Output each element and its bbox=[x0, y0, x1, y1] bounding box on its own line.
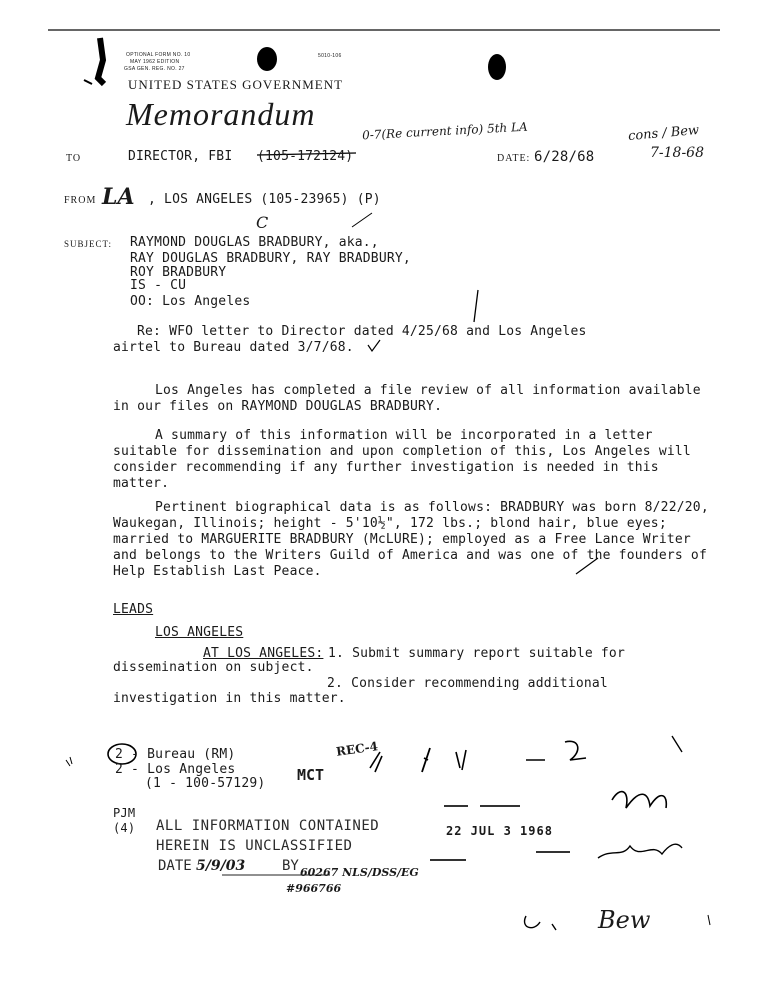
leads-heading: LEADS bbox=[113, 602, 154, 617]
declass-stamp-line-2: HEREIN IS UNCLASSIFIED bbox=[156, 838, 353, 854]
received-date-stamp: 22 JUL 3 1968 bbox=[446, 824, 553, 838]
declass-by: 60267 NLS/DSS/EG bbox=[300, 866, 419, 879]
handwritten-from-initials: LA bbox=[102, 184, 135, 210]
lead-1b: dissemination on subject. bbox=[113, 660, 314, 675]
date-label: DATE: bbox=[497, 153, 531, 164]
paragraph-2: A summary of this information will be incorporated in a letter suitable for dissemination and upon completion of this, Los Angeles will consider recommending if any further investigation is needed in this matter. bbox=[113, 428, 691, 491]
government-heading: UNITED STATES GOVERNMENT bbox=[128, 77, 344, 92]
to-label: TO bbox=[66, 153, 82, 164]
form-line-2: MAY 1962 EDITION bbox=[130, 59, 180, 65]
lead-1a: 1. Submit summary report suitable for bbox=[328, 646, 625, 661]
leads-at-line: AT LOS ANGELES: bbox=[203, 646, 324, 661]
declass-stamp-line-1: ALL INFORMATION CONTAINED bbox=[156, 818, 380, 834]
subject-line-4: IS - CU bbox=[130, 278, 187, 293]
distribution-line-1: 2 - Bureau (RM) bbox=[115, 747, 236, 762]
form-line-1: OPTIONAL FORM NO. 10 bbox=[126, 52, 191, 58]
form-line-3: GSA GEN. REG. NO. 27 bbox=[124, 66, 185, 72]
handwritten-cons-date: 7-18-68 bbox=[650, 145, 704, 161]
leads-office: LOS ANGELES bbox=[155, 625, 244, 640]
handwritten-cons-note: cons / Bew bbox=[627, 122, 700, 145]
declass-ref: #966766 bbox=[286, 882, 342, 895]
re-line-1: Re: WFO letter to Director dated 4/25/68 and Los Angeles bbox=[137, 324, 587, 339]
distribution-line-2: 2 - Los Angeles bbox=[115, 762, 236, 777]
paragraph-3: Pertinent biographical data is as follows: BRADBURY was born 8/22/20, Waukegan, Illinois; height - 5'10½", 172 lbs.; blond hair, blue eyes; married to MARGUERITE BRADBURY (McLURE); employed as a Free Lance Writer and belongs to the Writers Guild of America and was one of the founders of Help Establish Last Peace. bbox=[113, 500, 709, 579]
handwritten-c-mark: C bbox=[256, 213, 269, 232]
subject-line-3: ROY BRADBURY bbox=[130, 265, 227, 280]
subject-line-2: RAY DOUGLAS BRADBURY, RAY BRADBURY, bbox=[130, 251, 411, 266]
distribution-line-3: (1 - 100-57129) bbox=[145, 776, 266, 791]
typist-initials: PJM bbox=[113, 806, 136, 820]
paragraph-1: Los Angeles has completed a file review of all information available in our files on RAYMOND DOUGLAS BRADBURY. bbox=[113, 383, 701, 414]
memo-title: Memorandum bbox=[126, 96, 316, 132]
copies-count: (4) bbox=[113, 821, 136, 835]
from-label: FROM bbox=[64, 195, 97, 206]
mct-stamp: MCT bbox=[297, 766, 325, 784]
from-value: , LOS ANGELES (105-23965) (P) bbox=[148, 192, 381, 207]
lead-2b: investigation in this matter. bbox=[113, 691, 346, 706]
form-code: 5010-106 bbox=[318, 53, 342, 59]
subject-line-5: OO: Los Angeles bbox=[130, 294, 251, 309]
lead-2a: 2. Consider recommending additional bbox=[327, 676, 608, 691]
declass-date: 5/9/03 bbox=[196, 858, 246, 874]
handwritten-routing-note: 0-7(Re current info) 5th LA bbox=[361, 119, 528, 143]
declass-date-label: DATE bbox=[158, 858, 192, 874]
subject-line-1: RAYMOND DOUGLAS BRADBURY, aka., bbox=[130, 235, 379, 250]
date-value: 6/28/68 bbox=[534, 149, 595, 165]
rec-number: REC-4 bbox=[335, 739, 379, 759]
handwritten-initials-bottom: Bew bbox=[598, 906, 651, 934]
declass-by-label: BY bbox=[282, 858, 299, 874]
to-struck-file-number: (105-172124) bbox=[257, 149, 354, 164]
to-value: DIRECTOR, FBI bbox=[128, 149, 233, 164]
subject-label: SUBJECT: bbox=[64, 239, 113, 249]
re-line-2: airtel to Bureau dated 3/7/68. bbox=[113, 340, 354, 355]
